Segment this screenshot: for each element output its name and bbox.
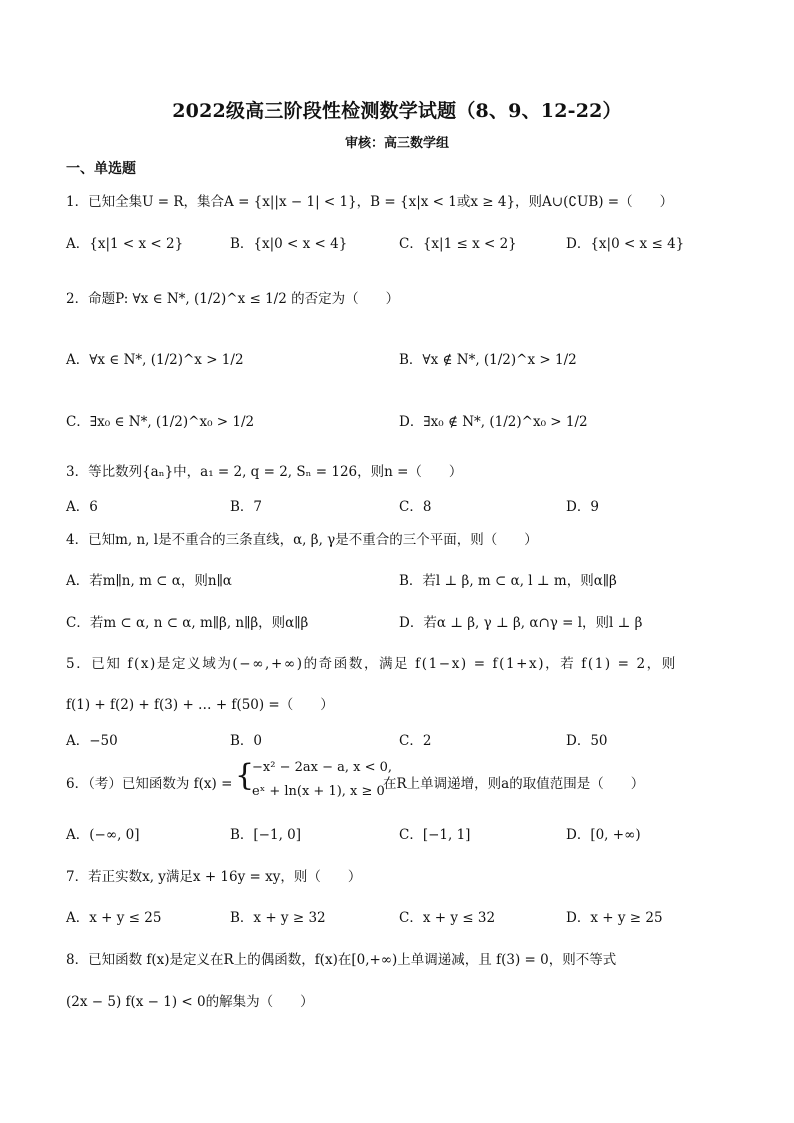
question-4-option-d: D．若α ⊥ β, γ ⊥ β, α∩γ = l，则l ⊥ β <box>399 615 643 631</box>
section-heading: 一、单选题 <box>66 161 136 177</box>
question-3-option-d: D．9 <box>566 499 599 515</box>
question-7-option-d: D．x + y ≥ 25 <box>566 910 663 926</box>
question-6-option-c: C．[−1, 1] <box>399 827 471 843</box>
question-7-option-a: A．x + y ≤ 25 <box>66 910 162 926</box>
question-1-stem: 1．已知全集U = R，集合A = {x||x − 1| < 1}，B = {x|x < 1或x ≥ 4}，则A∪(∁UB) =（ ） <box>66 194 674 210</box>
question-2-stem: 2．命题P: ∀x ∈ N*, (1/2)^x ≤ 1/2 的否定为（ ） <box>66 291 400 307</box>
question-1-option-d: D．{x|0 < x ≤ 4} <box>566 236 685 252</box>
question-3-option-b: B．7 <box>230 499 263 515</box>
question-2-option-a: A．∀x ∈ N*, (1/2)^x > 1/2 <box>66 352 244 368</box>
question-5-option-c: C．2 <box>399 733 432 749</box>
question-8-stem: 8．已知函数 f(x)是定义在R上的偶函数，f(x)在[0,+∞)上单调递减，且 f(3) = 0，则不等式 <box>66 952 617 968</box>
question-5-option-d: D．50 <box>566 733 608 749</box>
question-3-option-a: A．6 <box>66 499 98 515</box>
page-subtitle: 审核：高三数学组 <box>344 136 449 151</box>
question-5-stem-continued: f(1) + f(2) + f(3) + … + f(50) =（ ） <box>66 697 334 713</box>
question-1-option-c: C．{x|1 ≤ x < 2} <box>399 236 517 252</box>
question-7-option-b: B．x + y ≥ 32 <box>230 910 326 926</box>
question-3-option-c: C．8 <box>399 499 432 515</box>
question-6-option-a: A．(−∞, 0] <box>66 827 140 843</box>
question-5-option-a: A．−50 <box>66 733 118 749</box>
question-7-option-c: C．x + y ≤ 32 <box>399 910 496 926</box>
page-title: 2022级高三阶段性检测数学试题（8、9、12-22） <box>172 100 622 122</box>
question-6-piece-1: −x² − 2ax − a, x < 0, <box>252 760 393 775</box>
question-6-option-b: B．[−1, 0] <box>230 827 302 843</box>
question-1-option-a: A．{x|1 < x < 2} <box>66 236 184 252</box>
question-4-option-b: B．若l ⊥ β, m ⊂ α, l ⊥ m，则α∥β <box>399 573 617 589</box>
question-8-stem-continued: (2x − 5) f(x − 1) < 0的解集为（ ） <box>66 994 314 1010</box>
question-5-stem: 5．已知 f(x)是定义域为(−∞,+∞)的奇函数，满足 f(1−x) = f(1+x)，若 f(1) = 2，则 <box>66 656 677 672</box>
question-4-option-a: A．若m∥n, m ⊂ α，则n∥α <box>66 573 232 589</box>
piecewise-brace: { <box>235 758 255 793</box>
question-6-option-d: D．[0, +∞) <box>566 827 641 843</box>
question-1-option-b: B．{x|0 < x < 4} <box>230 236 348 252</box>
question-2-option-d: D．∃x₀ ∉ N*, (1/2)^x₀ > 1/2 <box>399 414 588 430</box>
question-6-stem-suffix: 在R上单调递增，则a的取值范围是（ ） <box>383 776 645 792</box>
question-2-option-c: C．∃x₀ ∈ N*, (1/2)^x₀ > 1/2 <box>66 414 255 430</box>
question-6-piece-2: eˣ + ln(x + 1), x ≥ 0 <box>252 784 385 799</box>
question-2-option-b: B．∀x ∉ N*, (1/2)^x > 1/2 <box>399 352 577 368</box>
question-7-stem: 7．若正实数x, y满足x + 16y = xy，则（ ） <box>66 869 362 885</box>
question-4-stem: 4．已知m, n, l是不重合的三条直线，α, β, γ是不重合的三个平面，则（ ） <box>66 532 538 548</box>
question-6-stem-prefix: 6．（考）已知函数为 f(x) = <box>66 776 233 792</box>
question-5-option-b: B．0 <box>230 733 263 749</box>
question-3-stem: 3．等比数列{aₙ}中，a₁ = 2, q = 2, Sₙ = 126，则n =（ ） <box>66 464 463 480</box>
question-4-option-c: C．若m ⊂ α, n ⊂ α, m∥β, n∥β，则α∥β <box>66 615 309 631</box>
